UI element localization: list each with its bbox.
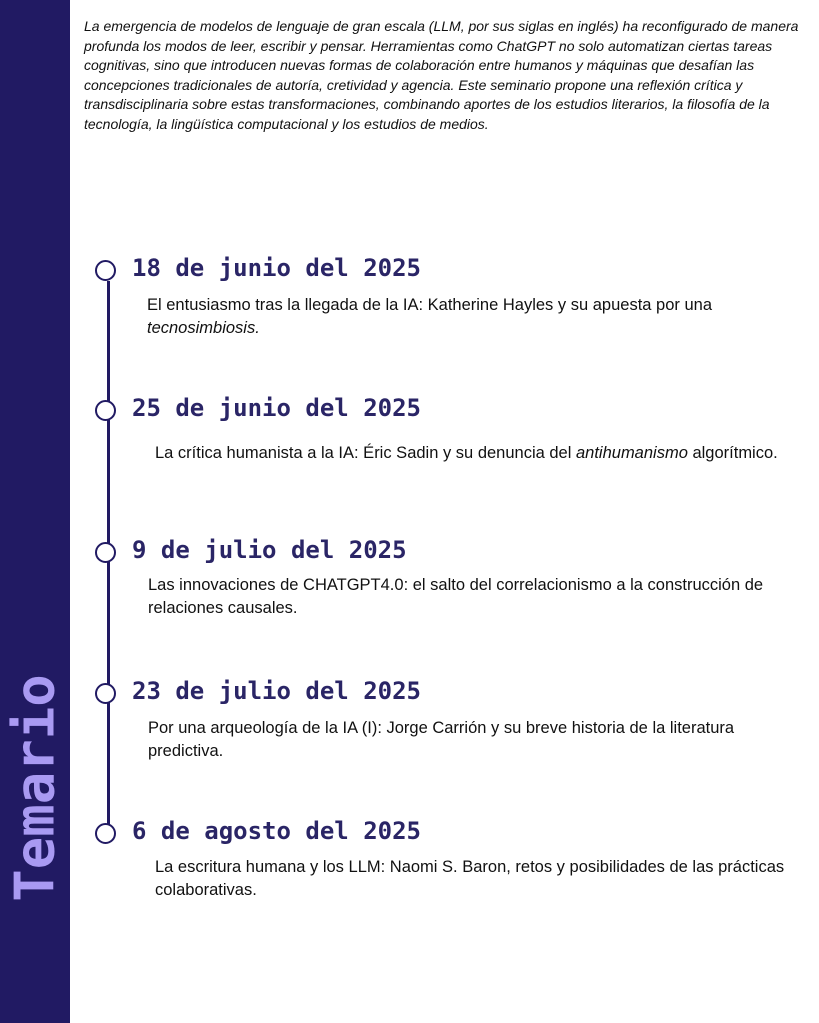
event-date: 18 de junio del 2025 — [132, 254, 421, 282]
sidebar-title: Temario — [3, 674, 67, 902]
timeline-node-icon — [95, 683, 116, 704]
sidebar-band — [0, 0, 70, 1023]
event-description: Las innovaciones de CHATGPT4.0: el salto del correlacionismo a la construcción de relaciones causales. — [148, 576, 764, 617]
event-date: 9 de julio del 2025 — [132, 536, 407, 564]
timeline-node-icon — [95, 400, 116, 421]
event-description: La crítica humanista a la IA: Éric Sadin y su denuncia del antihumanismo algorítmico. — [155, 444, 778, 462]
intro-paragraph: La emergencia de modelos de lenguaje de gran escala (LLM, por sus siglas en inglés) ha reconfigurado de manera profunda los modos de leer, escribir y pensar. Herramientas como ChatGPT no solo automatizan ciertas tareas cognitivas, sino que introducen nuevas formas de colaboración entre humanos y máquinas que desafían las concepciones tradicionales de autoría, cretividad y agencia. Este seminario propone una reflexión crítica y transdisciplinaria sobre estas transformaciones, combinando aportes de los estudios literarios, la filosofía de la tecnología, la lingüística computacional y los estudios de medios. — [84, 18, 799, 132]
timeline-node-icon — [95, 260, 116, 281]
timeline-node-icon — [95, 542, 116, 563]
event-date: 23 de julio del 2025 — [132, 677, 421, 705]
event-description: La escritura humana y los LLM: Naomi S. Baron, retos y posibilidades de las prácticas colaborativas. — [155, 858, 785, 899]
event-date: 25 de junio del 2025 — [132, 394, 421, 422]
event-date: 6 de agosto del 2025 — [132, 817, 421, 845]
event-description: El entusiasmo tras la llegada de la IA: Katherine Hayles y su apuesta por una tecnosimbiosis. — [147, 296, 712, 337]
timeline-node-icon — [95, 823, 116, 844]
event-description: Por una arqueología de la IA (I): Jorge Carrión y su breve historia de la literatura predictiva. — [148, 719, 735, 760]
